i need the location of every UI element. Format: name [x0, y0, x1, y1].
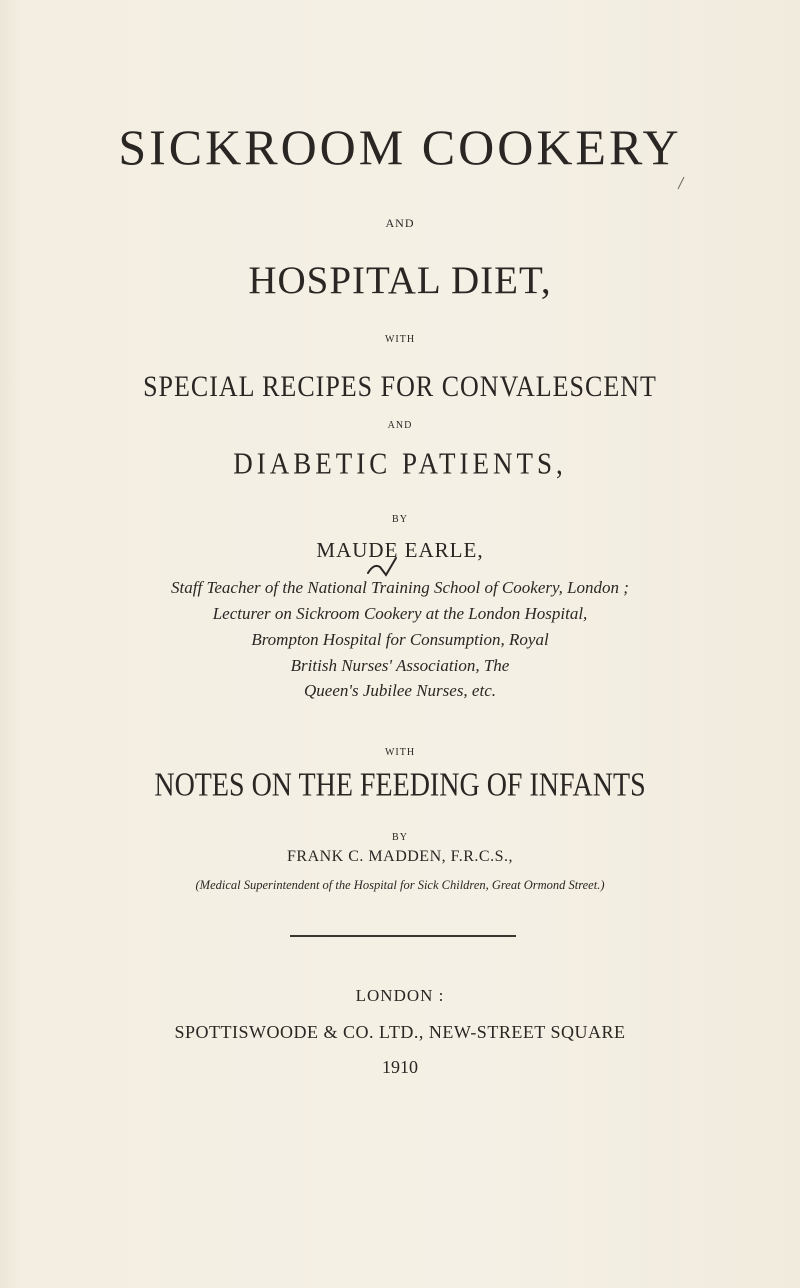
book-title: SICKROOM COOKERY: [118, 119, 682, 175]
publication-year: 1910: [382, 1057, 418, 1077]
pencil-tick-mark: [676, 176, 686, 190]
author-credential-line: Brompton Hospital for Consumption, Royal: [251, 630, 549, 649]
author-name: MAUDE EARLE,: [316, 538, 484, 562]
handwritten-caret-mark: [366, 555, 400, 579]
conjunction-with-2: WITH: [384, 747, 416, 758]
conjunction-with: WITH: [384, 334, 416, 345]
author-credential-line: British Nurses' Association, The: [290, 656, 510, 675]
notes-heading: NOTES ON THE FEEDING OF INFANTS: [154, 766, 646, 804]
contributor-credentials: (Medical Superintendent of the Hospital for Sick Children, Great Ormond Street.): [195, 878, 605, 892]
special-recipes-line: SPECIAL RECIPES FOR CONVALESCENT: [143, 369, 657, 404]
publisher-name: SPOTTISWOODE & CO. LTD., NEW-STREET SQUARE: [174, 1022, 626, 1042]
conjunction-and-2: AND: [387, 420, 413, 431]
conjunction-by: BY: [392, 514, 408, 525]
conjunction-by-2: BY: [392, 832, 408, 843]
book-subtitle: HOSPITAL DIET,: [248, 259, 552, 302]
author-credential-line: Queen's Jubilee Nurses, etc.: [304, 681, 496, 700]
author-credential-line: Lecturer on Sickroom Cookery at the London Hospital,: [212, 604, 588, 623]
conjunction-and: AND: [385, 216, 415, 230]
author-credential-line: Staff Teacher of the National Training School of Cookery, London ;: [171, 578, 629, 597]
publication-place: LONDON :: [355, 986, 445, 1005]
diabetic-patients-line: DIABETIC PATIENTS,: [233, 445, 567, 481]
divider-rule: [290, 935, 516, 937]
contributor-name: FRANK C. MADDEN, F.R.C.S.,: [287, 848, 513, 865]
